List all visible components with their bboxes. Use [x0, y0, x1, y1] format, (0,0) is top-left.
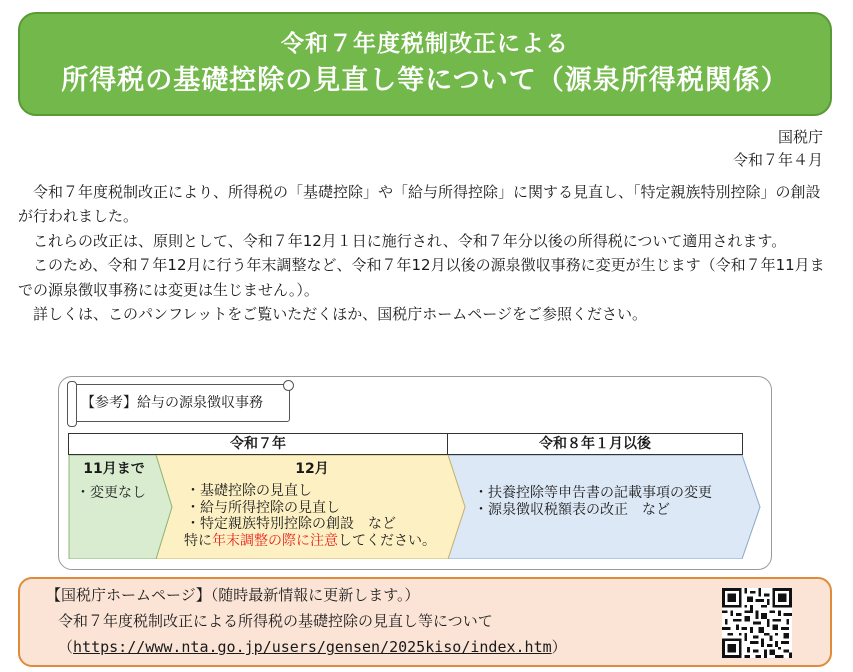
homepage-url-link[interactable]: https://www.nta.go.jp/users/gensen/2025kiso/index.htm — [73, 638, 552, 656]
paragraph-2: これらの改正は、原則として、令和７年12月１日に施行され、令和７年分以後の所得税について適用されます。 — [33, 231, 787, 250]
nov-item: ・変更なし — [76, 485, 146, 501]
homepage-heading: 【国税庁ホームページ】（随時最新情報に更新します。） — [46, 586, 420, 604]
reference-label — [70, 384, 290, 422]
homepage-url-line — [58, 636, 567, 658]
dec-items — [186, 483, 436, 549]
issuer-date: 令和７年４月 — [732, 151, 823, 169]
title-line-1: 令和７年度税制改正による — [281, 31, 569, 57]
paragraph-3: このため、令和７年12月に行う年末調整など、令和７年12月以後の源泉徴収事務に変更が生じます（令和７年11月までの源泉徴収事務には変更は生じません。）。 — [18, 256, 825, 299]
nov-title: 11月まで — [83, 461, 145, 477]
timeline-diagram — [68, 455, 768, 559]
issuer-agency: 国税庁 — [777, 128, 823, 146]
qr-code-icon[interactable] — [722, 588, 792, 658]
r8-item: ・扶養控除等申告書の記載事項の変更 — [474, 485, 712, 501]
r8-items — [474, 485, 712, 518]
dec-item: ・基礎控除の見直し — [186, 483, 312, 499]
dec-note — [184, 533, 436, 550]
dec-note-pre: 特に — [184, 532, 212, 549]
header-reiwa8: 令和８年１月以後 — [447, 433, 743, 455]
url-paren-open: （ — [58, 638, 74, 656]
url-paren-close: ） — [551, 638, 567, 656]
homepage-title: 令和７年度税制改正による所得税の基礎控除の見直し等について — [58, 612, 493, 630]
r8-item: ・源泉徴収税額表の改正 など — [474, 501, 670, 518]
title-banner — [18, 12, 832, 116]
dec-item: ・特定親族特別控除の創設 など — [186, 516, 396, 532]
paragraph-4: 詳しくは、このパンフレットをご覧いただくほか、国税庁ホームページをご参照ください。 — [33, 305, 647, 324]
header-reiwa7: 令和７年 — [68, 433, 448, 455]
paragraph-1: 令和７年度税制改正により、所得税の「基礎控除」や「給与所得控除」に関する見直し、「特定親族特別控除」の創設が行われました。 — [18, 183, 821, 226]
dec-note-red: 年末調整の際に注意 — [212, 532, 338, 549]
body-text — [18, 180, 830, 326]
reference-label-text: 【参考】給与の源泉徴収事務 — [81, 395, 263, 411]
dec-item: ・給与所得控除の見直し — [186, 499, 340, 516]
dec-title: 12月 — [295, 461, 329, 477]
dec-note-post: してください。 — [338, 532, 436, 549]
title-line-2: 所得税の基礎控除の見直し等について（源泉所得税関係） — [61, 65, 789, 96]
issuer-block — [733, 126, 823, 172]
